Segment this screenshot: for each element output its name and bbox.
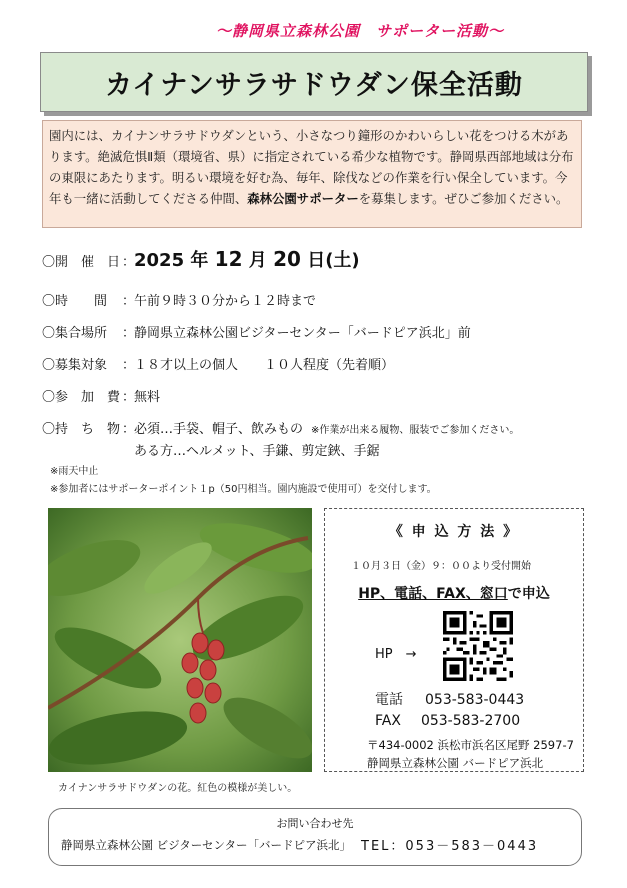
page-title: カイナンサラサドウダン保全活動 xyxy=(105,69,523,101)
flower-photo xyxy=(48,508,312,772)
place-colon: ： xyxy=(122,326,136,341)
intro-box xyxy=(42,120,582,228)
phone-line xyxy=(375,689,524,709)
photo-caption: カイナンサラサドウダンの花。紅色の模様が美しい。 xyxy=(58,783,298,794)
fee-label: 〇参 加 費 xyxy=(42,390,121,405)
target-row xyxy=(42,354,394,373)
apply-methods-underlined: HP、電話、FAX、窓口 xyxy=(358,586,508,602)
apply-start: １０月３日（金）９：００より受付開始 xyxy=(351,561,531,572)
phone-label: 電話 xyxy=(375,692,403,708)
hp-label: HP → xyxy=(375,647,417,662)
intro-text-2: を募集します。ぜひご参加ください。 xyxy=(358,191,569,206)
fax-number: 053-583-2700 xyxy=(420,713,521,729)
date-row xyxy=(42,246,360,272)
date-day-unit: 日 xyxy=(307,250,326,271)
items-note: ※作業が出来る履物、服装でご参加ください。 xyxy=(311,425,520,436)
subtitle: 〜静岡県立森林公園 サポーター活動〜 xyxy=(215,22,504,40)
fax-label: FAX xyxy=(375,713,401,729)
items-row xyxy=(42,418,519,437)
apply-title: 《 申 込 方 法 》 xyxy=(388,524,520,540)
note-points: ※参加者にはサポーターポイント１p（50円相当。園内施設で使用可）を交付します。 xyxy=(50,484,437,495)
note-rain: ※雨天中止 xyxy=(50,466,99,477)
fee-value: 無料 xyxy=(134,390,161,405)
time-label: 〇時 間 xyxy=(42,294,108,309)
place-label: 〇集合場所 xyxy=(42,326,108,341)
footer-org: 静岡県立森林公園 ビジターセンター「バードピア浜北」 xyxy=(61,838,352,852)
apply-address: 〒434-0002 浜松市浜名区尾野 2597-7 xyxy=(367,738,574,752)
apply-box xyxy=(324,508,584,772)
date-month-unit: 月 xyxy=(248,250,267,271)
intro-text-1: 園内には、カイナンサラサドウダンという、小さなつり鐘形のかわいらしい花をつける木があります。絶滅危惧Ⅱ類（環境省、県）に指定されている希少な植物です。静岡県西部地域は分布の東限にあたります。明るい環境を好む為、毎年、除伐などの作業を行い保全しています。今年も一緒に活動してくださる仲間、 xyxy=(49,128,574,206)
target-label: 〇募集対象 xyxy=(42,358,108,373)
apply-methods-suffix: で申込 xyxy=(507,586,550,602)
footer-heading: お問い合わせ先 xyxy=(276,817,354,830)
items-label: 〇持 ち 物 xyxy=(42,422,121,437)
footer-box xyxy=(48,808,582,866)
title-box xyxy=(40,52,588,112)
intro-bold: 森林公園サポーター xyxy=(247,191,359,206)
target-colon: ： xyxy=(122,358,136,373)
date-label: 〇開 催 日 xyxy=(42,255,121,270)
apply-org: 静岡県立森林公園 バードピア浜北 xyxy=(367,756,544,770)
date-colon: ： xyxy=(122,255,136,270)
date-year-unit: 年 xyxy=(190,250,209,271)
flower-illustration xyxy=(48,508,312,772)
date-month: 12 xyxy=(214,247,243,271)
date-weekday: (土) xyxy=(325,250,360,271)
footer-tel: TEL：053－583－0443 xyxy=(361,839,539,854)
apply-methods xyxy=(325,583,583,603)
qr-code-icon[interactable] xyxy=(443,611,513,681)
time-row xyxy=(42,290,316,309)
phone-number[interactable]: 053-583-0443 xyxy=(425,692,525,708)
items-colon: ： xyxy=(122,422,136,437)
items-line-2: ある方…ヘルメット、手鎌、剪定鋏、手鋸 xyxy=(134,444,380,459)
fee-row xyxy=(42,386,160,405)
place-value: 静岡県立森林公園ビジターセンター「バードピア浜北」前 xyxy=(134,326,471,341)
fax-line xyxy=(375,713,520,729)
target-value: １８才以上の個人 １０人程度（先着順） xyxy=(134,358,395,373)
time-value: 午前９時３０分から１２時まで xyxy=(134,294,317,309)
date-day: 20 xyxy=(273,247,301,271)
place-row xyxy=(42,322,471,341)
items-line-1: 必須…手袋、帽子、飲みもの xyxy=(134,422,304,437)
time-colon: ： xyxy=(122,294,136,309)
items-line-2-row xyxy=(134,440,379,459)
fee-colon: ： xyxy=(122,390,136,405)
date-year: 2025 xyxy=(134,250,185,271)
date-value xyxy=(134,246,360,272)
